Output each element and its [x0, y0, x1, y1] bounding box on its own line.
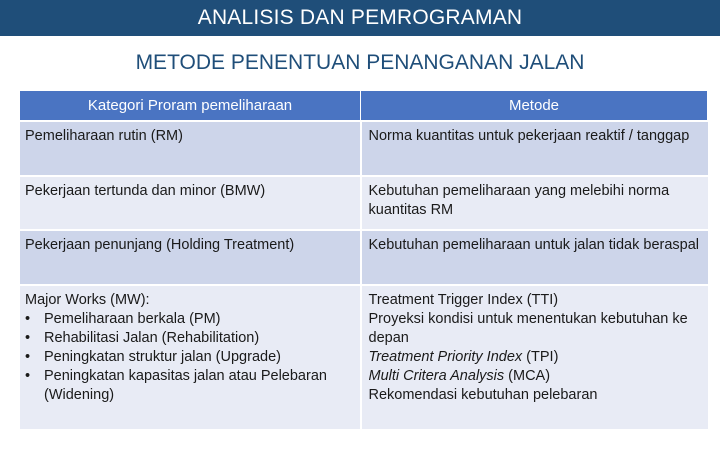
category-cell: Pekerjaan penunjang (Holding Treatment) [20, 230, 361, 285]
list-item: • Peningkatan struktur jalan (Upgrade) [25, 348, 356, 367]
method-proyeksi: Proyeksi kondisi untuk menentukan kebutuhan ke depan [368, 311, 688, 346]
method-mca-name: Multi Critera Analysis [368, 368, 505, 384]
method-cell: Norma kuantitas untuk pekerjaan reaktif / tanggap [361, 121, 708, 176]
table-row [20, 285, 708, 429]
page-header-bar [0, 0, 720, 36]
method-cell: Kebutuhan pemeliharaan yang melebihi norma kuantitas RM [361, 176, 708, 230]
slide-subtitle: METODE PENENTUAN PENANGANAN JALAN [135, 51, 585, 74]
method-cell: Kebutuhan pemeliharaan untuk jalan tidak beraspal [361, 230, 708, 285]
list-item: • Rehabilitasi Jalan (Rehabilitation) [25, 329, 356, 348]
page-header-title: ANALISIS DAN PEMROGRAMAN [197, 6, 523, 29]
method-cell [361, 285, 708, 429]
list-item: • Peningkatan kapasitas jalan atau Pelebaran (Widening) [25, 367, 356, 405]
category-cell [20, 285, 361, 429]
method-rekomendasi: Rekomendasi kebutuhan pelebaran [368, 387, 598, 403]
category-cell: Pekerjaan tertunda dan minor (BMW) [20, 176, 361, 230]
method-tpi [369, 348, 704, 367]
column-header-method: Metode [361, 91, 708, 121]
table-row [20, 176, 708, 230]
major-works-title: Major Works (MW): [25, 292, 150, 308]
table-row [20, 121, 708, 176]
table-row [20, 230, 708, 285]
category-cell: Pemeliharaan rutin (RM) [20, 121, 361, 176]
method-mca-abbr: (MCA) [504, 368, 551, 384]
table-header-row [20, 91, 708, 121]
method-tpi-abbr: (TPI) [522, 349, 559, 365]
list-item: • Pemeliharaan berkala (PM) [25, 310, 356, 329]
major-works-list [25, 310, 356, 405]
method-mca [369, 367, 704, 386]
method-tti: Treatment Trigger Index (TTI) [368, 292, 559, 308]
method-tpi-name: Treatment Priority Index [368, 349, 523, 365]
column-header-category: Kategori Proram pemeliharaan [20, 91, 361, 121]
maintenance-method-table [20, 91, 708, 429]
